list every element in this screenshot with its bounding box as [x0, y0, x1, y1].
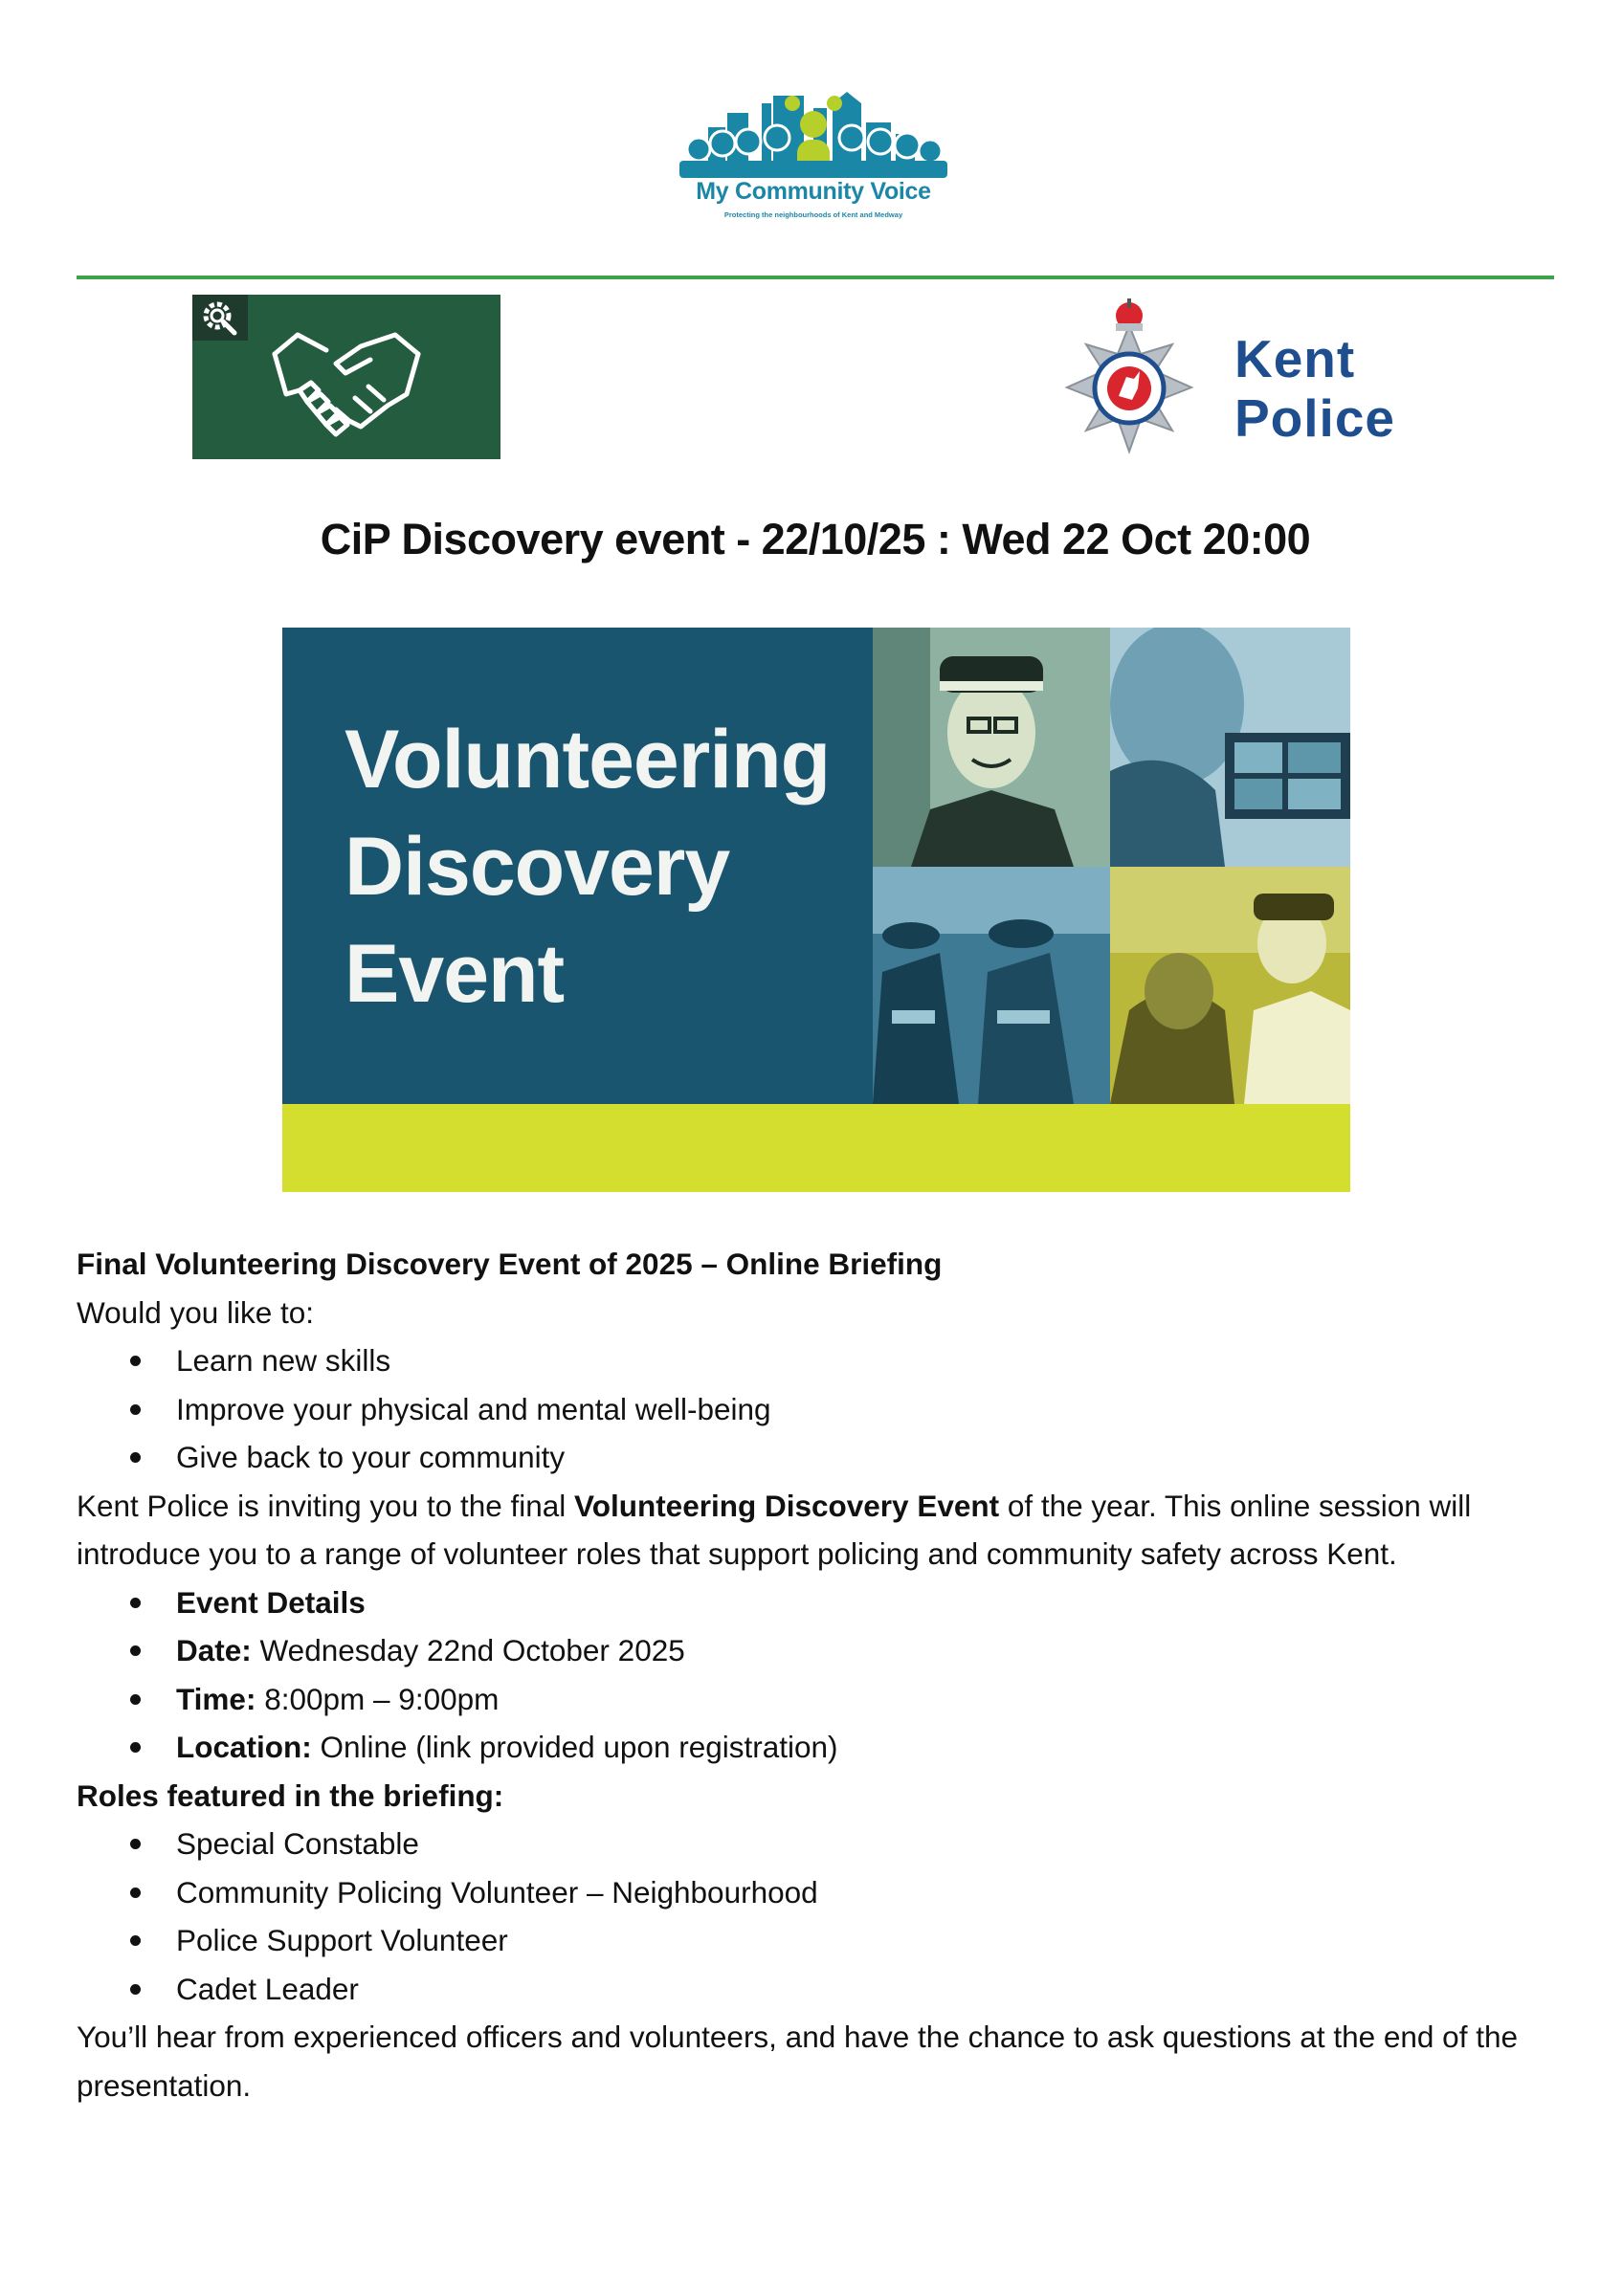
list-item: Learn new skills — [77, 1336, 1569, 1385]
list-item: Date: Wednesday 22nd October 2025 — [77, 1626, 1569, 1675]
list-item: Improve your physical and mental well-being — [77, 1385, 1569, 1434]
list-item: Location: Online (link provided upon registration) — [77, 1723, 1569, 1772]
photo-officer — [873, 628, 1110, 867]
content-heading: Final Volunteering Discovery Event of 2025 – Online Briefing — [77, 1247, 943, 1281]
kent-police-line1: Kent — [1234, 329, 1356, 388]
event-title: CiP Discovery event - 22/10/25 : Wed 22 Oct 20:00 — [320, 515, 1311, 563]
roles-list — [77, 1820, 1569, 2013]
logo-subtitle: Protecting the neighbourhoods of Kent and Medway — [723, 210, 903, 219]
event-details-list — [77, 1578, 1569, 1772]
logo-title: My Community Voice — [696, 178, 931, 205]
list-item: Give back to your community — [77, 1433, 1569, 1482]
banner-heading — [345, 706, 830, 1027]
intro-question: Would you like to: — [77, 1294, 315, 1330]
photo-cctv-operator — [1110, 628, 1350, 867]
banner-accent-strip — [282, 1104, 1350, 1192]
banner-line-3: Event — [345, 928, 565, 1020]
handshake-tile — [192, 295, 500, 459]
banner-line-2: Discovery — [345, 821, 730, 913]
benefits-list — [77, 1336, 1569, 1482]
list-item: Cadet Leader — [77, 1965, 1569, 2014]
closing-paragraph: You’ll hear from experienced officers and volunteers, and have the chance to ask questions at the end of the presentation. — [77, 2020, 1518, 2103]
photo-cadet-leader — [1110, 867, 1350, 1104]
photo-officers-back — [873, 867, 1110, 1104]
kent-police-logo — [1038, 297, 1440, 457]
invite-paragraph: Kent Police is inviting you to the final Volunteering Discovery Event of the year. This online session will introduce you to a range of volunteer roles that support policing and community safety across Kent. — [77, 1488, 1472, 1571]
list-item: Event Details — [77, 1578, 1569, 1627]
header-divider — [77, 276, 1554, 279]
kent-police-line2: Police — [1234, 388, 1396, 448]
my-community-voice-logo — [670, 75, 957, 237]
list-item: Community Policing Volunteer – Neighbourhood — [77, 1868, 1569, 1917]
event-description — [77, 1240, 1569, 2109]
handshake-icon — [192, 295, 500, 459]
list-item: Special Constable — [77, 1820, 1569, 1868]
volunteering-banner — [282, 628, 1350, 1192]
list-item: Time: 8:00pm – 9:00pm — [77, 1675, 1569, 1724]
roles-heading: Roles featured in the briefing: — [77, 1777, 504, 1813]
banner-line-1: Volunteering — [345, 714, 831, 806]
list-item: Police Support Volunteer — [77, 1916, 1569, 1965]
